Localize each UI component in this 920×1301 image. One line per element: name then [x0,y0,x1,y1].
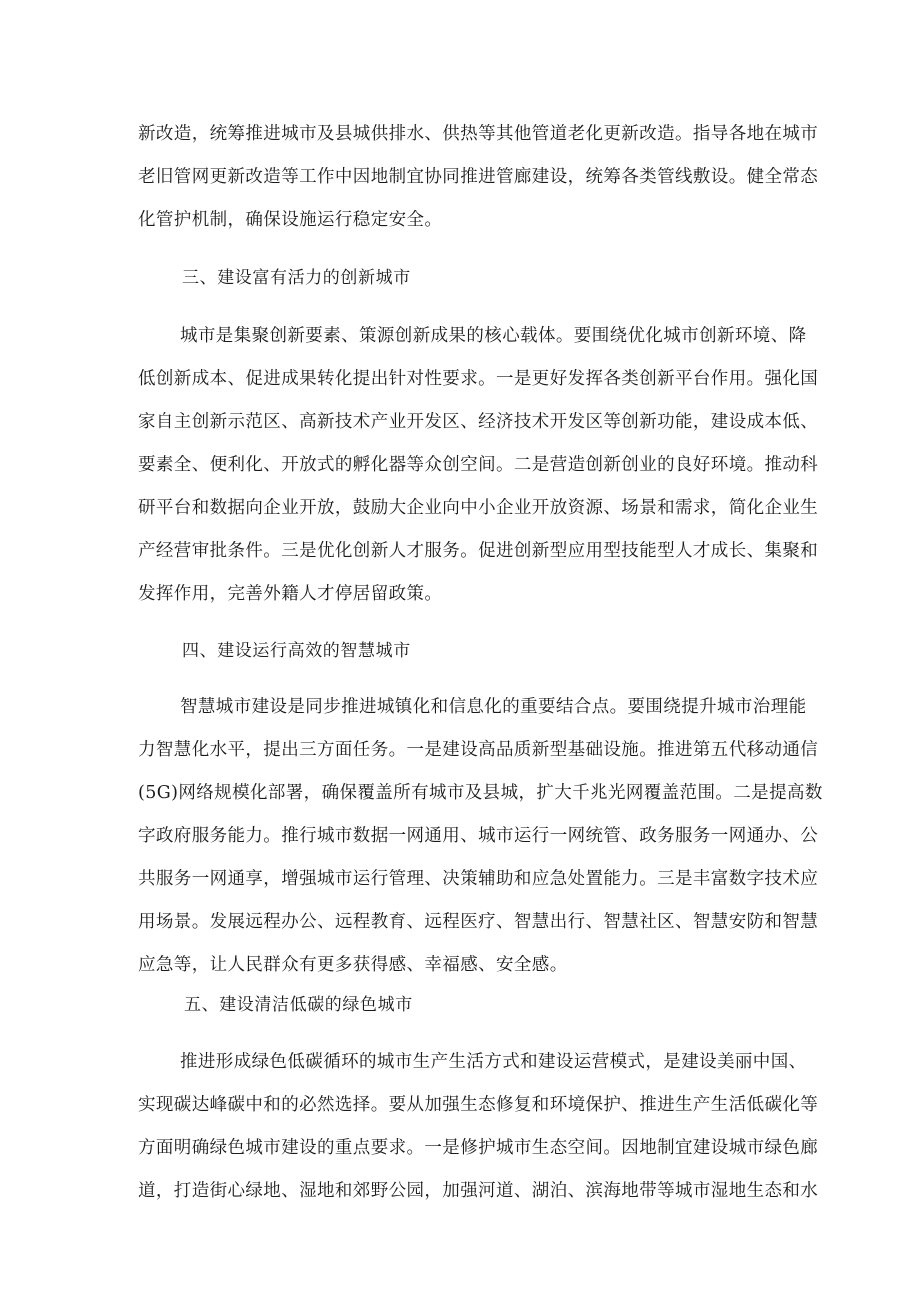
section-heading-3: 三、建设富有活力的创新城市 [182,268,411,288]
paragraph-line: 要素全、便利化、开放式的孵化器等众创空间。二是营造创新创业的良好环境。推动科 [138,455,819,475]
paragraph-line: 力智慧化水平，提出三方面任务。一是建设高品质新型基础设施。推进第五代移动通信 [138,740,819,760]
paragraph-line: 应急等，让人民群众有更多获得感、幸福感、安全感。 [138,955,568,975]
paragraph-line: 发挥作用，完善外籍人才停居留政策。 [138,584,443,604]
paragraph-line: 低创新成本、促进成果转化提出针对性要求。一是更好发挥各类创新平台作用。强化国 [138,369,819,389]
paragraph-line: 实现碳达峰碳中和的必然选择。要从加强生态修复和环境保护、推进生产生活低碳化等 [138,1095,819,1115]
paragraph-line: (5G)网络规模化部署，确保覆盖所有城市及县城，扩大千兆光网覆盖范围。二是提高数 [138,783,823,803]
paragraph-line: 推进形成绿色低碳循环的城市生产生活方式和建设运营模式，是建设美丽中国、 [180,1052,807,1072]
paragraph-line: 新改造，统筹推进城市及县城供排水、供热等其他管道老化更新改造。指导各地在城市 [138,124,819,144]
paragraph-line: 产经营审批条件。三是优化创新人才服务。促进创新型应用型技能型人才成长、集聚和 [138,541,819,561]
paragraph-line: 老旧管网更新改造等工作中因地制宜协同推进管廊建设，统筹各类管线敷设。健全常态 [138,167,819,187]
paragraph-line: 智慧城市建设是同步推进城镇化和信息化的重要结合点。要围绕提升城市治理能 [180,697,807,717]
paragraph-line: 化管护机制，确保设施运行稳定安全。 [138,210,443,230]
paragraph-line: 字政府服务能力。推行城市数据一网通用、城市运行一网统管、政务服务一网通办、公 [138,826,819,846]
paragraph-line: 方面明确绿色城市建设的重点要求。一是修护城市生态空间。因地制宜建设城市绿色廊 [138,1138,819,1158]
paragraph-line: 家自主创新示范区、高新技术产业开发区、经济技术开发区等创新功能，建设成本低、 [138,412,819,432]
paragraph-line: 城市是集聚创新要素、策源创新成果的核心载体。要围绕优化城市创新环境、降 [180,326,807,346]
paragraph-line: 研平台和数据向企业开放，鼓励大企业向中小企业开放资源、场景和需求，简化企业生 [138,498,819,518]
section-heading-5: 五、建设清洁低碳的绿色城市 [184,995,413,1015]
paragraph-line: 道，打造街心绿地、湿地和郊野公园，加强河道、湖泊、滨海地带等城市湿地生态和水 [138,1181,819,1201]
section-heading-4: 四、建设运行高效的智慧城市 [182,641,411,661]
paragraph-line: 共服务一网通享，增强城市运行管理、决策辅助和应急处置能力。三是丰富数字技术应 [138,869,819,889]
paragraph-line: 用场景。发展远程办公、远程教育、远程医疗、智慧出行、智慧社区、智慧安防和智慧 [138,912,819,932]
